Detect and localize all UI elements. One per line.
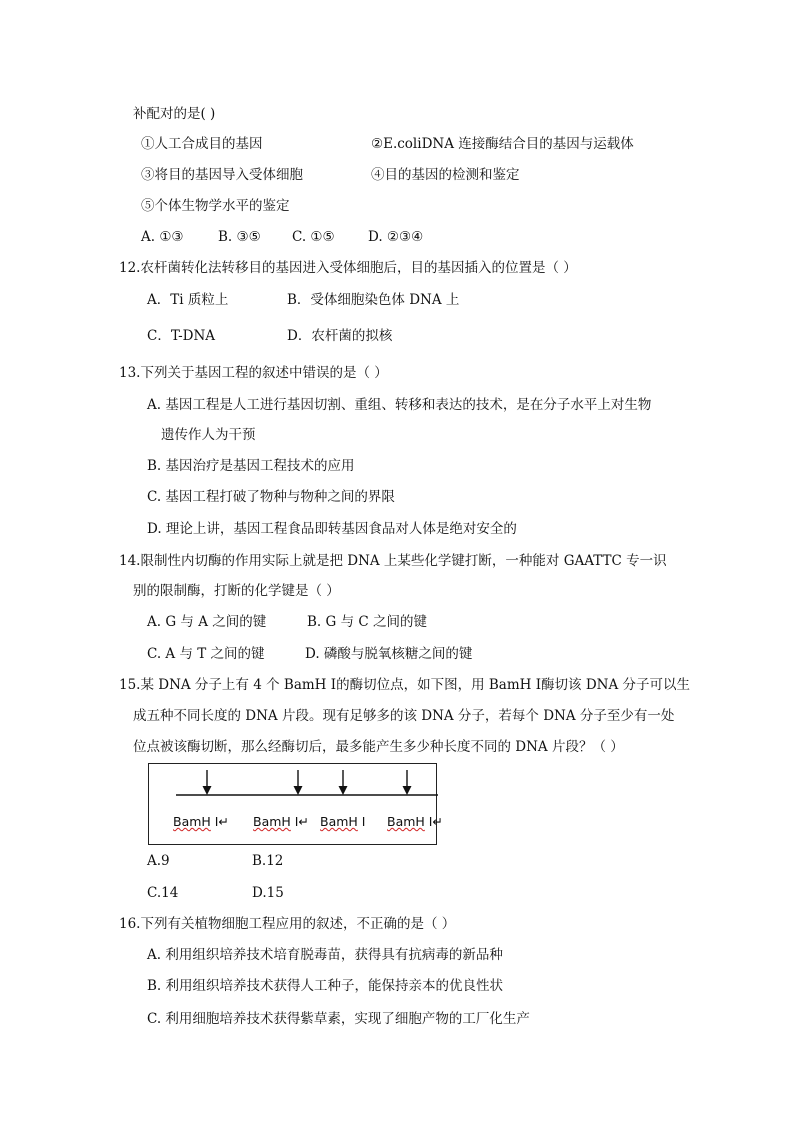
site-label-4 bbox=[387, 814, 443, 829]
cut-arrow-3 bbox=[339, 770, 348, 795]
q14-stem-line2: 别的限制酶，打断的化学键是（ ） bbox=[133, 583, 340, 599]
dna-cut-site-figure bbox=[148, 763, 443, 845]
q14-stem-line1: 14.限制性内切酶的作用实际上就是把 DNA 上某些化学键打断，一种能对 GAATTC 专一识 bbox=[119, 553, 667, 569]
q11-choice-b: B. ③⑤ bbox=[218, 229, 261, 245]
q16-choice-b: B. 利用组织培养技术获得人工种子，能保持亲本的优良性状 bbox=[147, 978, 504, 994]
q13-choice-a-line2: 遗传作人为干预 bbox=[161, 427, 256, 443]
site-label-3 bbox=[320, 814, 365, 829]
q13-choice-b: B. 基因治疗是基因工程技术的应用 bbox=[147, 458, 355, 474]
q15-stem-line1: 15.某 DNA 分子上有 4 个 BamH Ⅰ的酶切位点，如下图，用 BamH Ⅰ酶切该 DNA 分子可以生 bbox=[119, 677, 690, 693]
q14-choice-c: C. A 与 T 之间的键 bbox=[147, 646, 265, 662]
q12-choice-a: A．Ti 质粒上 bbox=[147, 292, 229, 308]
q14-choice-b: B. G 与 C 之间的键 bbox=[307, 614, 427, 630]
q15-choice-c: C.14 bbox=[147, 885, 179, 901]
q16-stem: 16.下列有关植物细胞工程应用的叙述，不正确的是（ ） bbox=[119, 916, 456, 932]
site-label-4-suffix: I↵ bbox=[428, 814, 443, 829]
q11-item-2: ②E.coliDNA 连接酶结合目的基因与运载体 bbox=[371, 136, 634, 152]
q12-choice-d: D．农杆菌的拟核 bbox=[287, 328, 393, 344]
site-label-2-suffix: I↵ bbox=[294, 814, 309, 829]
q11-item-5: ⑤个体生物学水平的鉴定 bbox=[141, 198, 290, 214]
site-label-1-name: BamH bbox=[173, 814, 211, 829]
q13-choice-a-line1: A. 基因工程是人工进行基因切割、重组、转移和表达的技术，是在分子水平上对生物 bbox=[147, 397, 652, 413]
q11-item-3: ③将目的基因导入受体细胞 bbox=[141, 167, 303, 183]
site-label-3-suffix: I bbox=[361, 814, 366, 829]
q12-choice-b: B．受体细胞染色体 DNA 上 bbox=[287, 292, 460, 308]
q16-choice-a: A. 利用组织培养技术培育脱毒苗，获得具有抗病毒的新品种 bbox=[147, 947, 503, 963]
site-label-2-name: BamH bbox=[253, 814, 291, 829]
q13-stem: 13.下列关于基因工程的叙述中错误的是（ ） bbox=[119, 365, 388, 381]
site-label-4-name: BamH bbox=[387, 814, 425, 829]
q11-choice-d: D. ②③④ bbox=[368, 229, 424, 245]
cut-arrow-2 bbox=[294, 770, 303, 795]
q14-choice-a: A. G 与 A 之间的键 bbox=[147, 614, 267, 630]
q15-choice-d: D.15 bbox=[252, 885, 284, 901]
q15-choice-b: B.12 bbox=[252, 853, 284, 869]
site-label-2 bbox=[253, 814, 309, 829]
cut-arrow-4 bbox=[403, 770, 412, 795]
site-label-1-suffix: I↵ bbox=[214, 814, 229, 829]
q11-item-1: ①人工合成目的基因 bbox=[141, 136, 263, 152]
q15-stem-line2: 成五种不同长度的 DNA 片段。现有足够多的该 DNA 分子，若每个 DNA 分子至少有一处 bbox=[133, 708, 675, 724]
q12-stem: 12.农杆菌转化法转移目的基因进入受体细胞后，目的基因插入的位置是（ ） bbox=[119, 260, 577, 276]
cut-arrow-1 bbox=[203, 770, 212, 795]
site-label-1 bbox=[173, 814, 229, 829]
q13-choice-d: D. 理论上讲，基因工程食品即转基因食品对人体是绝对安全的 bbox=[147, 521, 517, 537]
site-label-3-name: BamH bbox=[320, 814, 358, 829]
q11-stem-tail: 补配对的是( ) bbox=[133, 106, 216, 122]
q12-choice-c: C．T-DNA bbox=[147, 328, 216, 344]
dna-diagram bbox=[149, 764, 438, 846]
q11-item-4: ④目的基因的检测和鉴定 bbox=[371, 167, 520, 183]
q16-choice-c: C. 利用细胞培养技术获得紫草素，实现了细胞产物的工厂化生产 bbox=[147, 1011, 530, 1027]
q13-choice-c: C. 基因工程打破了物种与物种之间的界限 bbox=[147, 489, 395, 505]
q15-stem-line3: 位点被该酶切断，那么经酶切后，最多能产生多少种长度不同的 DNA 片段？（ ） bbox=[133, 739, 624, 755]
q15-choice-a: A.9 bbox=[147, 853, 170, 869]
q11-choice-a: A. ①③ bbox=[141, 229, 184, 245]
q11-choice-c: C. ①⑤ bbox=[292, 229, 335, 245]
q14-choice-d: D. 磷酸与脱氧核糖之间的键 bbox=[305, 646, 473, 662]
